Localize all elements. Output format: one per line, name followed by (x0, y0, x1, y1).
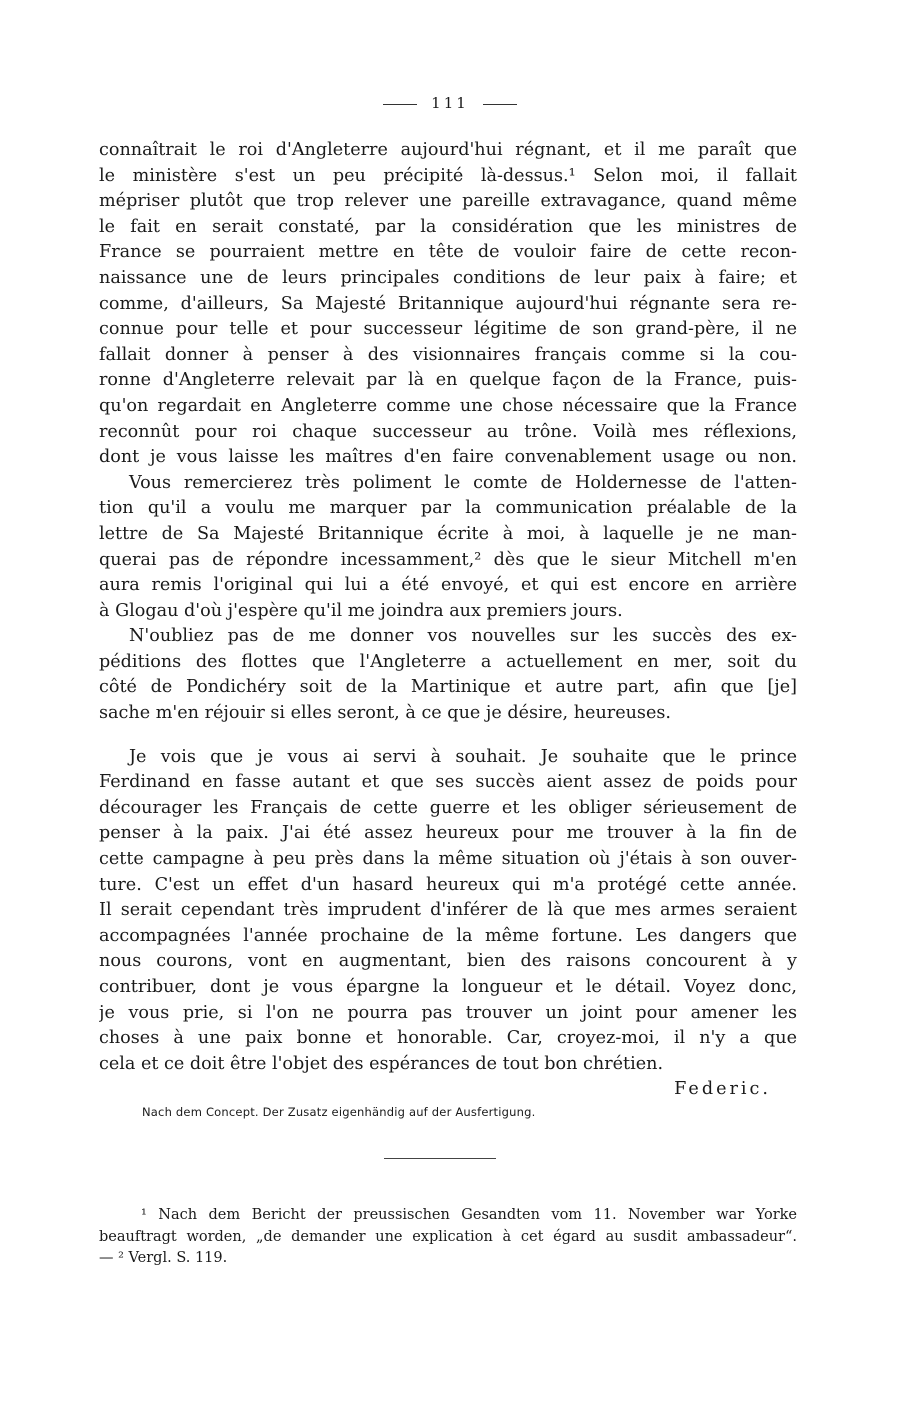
text-line: Je vois que je vous ai servi à souhait. Je souhaite que le prince (129, 746, 797, 767)
text-line: lettre de Sa Majesté Britannique écrite à moi, à laquelle je ne man- (99, 523, 797, 544)
text-line: querai pas de répondre incessamment,² dès que le sieur Mitchell m'en (99, 549, 797, 570)
text-line: fallait donner à penser à des visionnaires français comme si la cou- (99, 344, 797, 365)
page-number: 111 (431, 94, 469, 112)
text-line: le ministère s'est un peu précipité là-dessus.¹ Selon moi, il fallait (99, 165, 797, 186)
text-line: je vous prie, si l'on ne pourra pas trouver un joint pour amener les (99, 1002, 797, 1023)
text-line: le fait en serait constaté, par la considération que les ministres de (99, 216, 797, 237)
page-header (0, 94, 900, 112)
text-line: qu'on regardait en Angleterre comme une chose nécessaire que la France (99, 395, 797, 416)
text-line: choses à une paix bonne et honorable. Car, croyez-moi, il n'y a que (99, 1028, 797, 1049)
text-line: aura remis l'original qui lui a été envoyé, et qui est encore en arrière (99, 575, 797, 596)
text-line: Ferdinand en fasse autant et que ses succès aient assez de poids pour (99, 772, 797, 793)
text-line: cette campagne à peu près dans la même situation où j'étais à son ouver- (99, 849, 797, 870)
text-line: N'oubliez pas de me donner vos nouvelles sur les succès des ex- (129, 626, 797, 647)
paragraph-gap (99, 727, 797, 745)
header-dash-right (483, 104, 517, 105)
text-line: nous courons, vont en augmentant, bien des raisons concourent à y (99, 951, 797, 972)
text-line: péditions des flottes que l'Angleterre a actuellement en mer, soit du (99, 651, 797, 672)
text-line: Il serait cependant très imprudent d'inférer de là que mes armes seraient (99, 900, 797, 921)
signature: Federic. (674, 1079, 771, 1100)
text-line: reconnût pour roi chaque successeur au trône. Voilà mes réflexions, (99, 421, 797, 442)
text-line: dont je vous laisse les maîtres d'en faire convenablement usage ou non. (99, 447, 797, 468)
text-line: France se pourraient mettre en tête de vouloir faire de cette recon- (99, 242, 797, 263)
text-line: côté de Pondichéry soit de la Martinique et autre part, afin que [je] (99, 677, 797, 698)
source-note: Nach dem Concept. Der Zusatz eigenhändig auf der Ausfertigung. (142, 1105, 536, 1119)
text-line: connue pour telle et pour successeur légitime de son grand-père, il ne (99, 319, 797, 340)
text-line: Vous remercierez très poliment le comte de Holdernesse de l'atten- (129, 472, 797, 493)
text-line: comme, d'ailleurs, Sa Majesté Britannique aujourd'hui régnante sera re- (99, 293, 797, 314)
footnote-line: beauftragt worden, „de demander une explication à cet égard au susdit ambassadeur“. (99, 1228, 797, 1245)
letter-body (99, 138, 797, 1103)
paragraph-4 (99, 745, 797, 1078)
text-line: à Glogau d'où j'espère qu'il me joindra aux premiers jours. (99, 600, 623, 621)
paragraph-1 (99, 138, 797, 471)
text-line: sache m'en réjouir si elles seront, à ce que je désire, heureuses. (99, 703, 671, 724)
footnote-line: — ² Vergl. S. 119. (99, 1250, 228, 1266)
text-line: connaîtrait le roi d'Angleterre aujourd'hui régnant, et il me paraît que (99, 140, 797, 160)
paragraph-2 (99, 471, 797, 625)
footnote-line: ¹ Nach dem Bericht der preussischen Gesandten vom 11. November war Yorke (141, 1207, 797, 1223)
text-line: ture. C'est un effet d'un hasard heureux qui m'a protégé cette année. (99, 874, 797, 895)
header-dash-left (383, 104, 417, 105)
text-line: tion qu'il a voulu me marquer par la communication préalable de la (99, 498, 797, 519)
text-line: contribuer, dont je vous épargne la longueur et le détail. Voyez donc, (99, 977, 797, 997)
text-line: ronne d'Angleterre relevait par là en quelque façon de la France, puis- (99, 370, 797, 391)
paragraph-3 (99, 624, 797, 726)
footnotes (99, 1205, 797, 1270)
text-line: naissance une de leurs principales conditions de leur paix à faire; et (99, 267, 797, 288)
text-line: décourager les Français de cette guerre et les obliger sérieusement de (99, 797, 797, 818)
text-line: cela et ce doit être l'objet des espérances de tout bon chrétien. (99, 1053, 664, 1074)
text-line: penser à la paix. J'ai été assez heureux pour me trouver à la fin de (99, 823, 797, 844)
text-line: accompagnées l'année prochaine de la même fortune. Les dangers que (99, 925, 797, 946)
text-line: mépriser plutôt que trop relever une pareille extravagance, quand même (99, 191, 797, 212)
footnote-separator (384, 1158, 496, 1159)
